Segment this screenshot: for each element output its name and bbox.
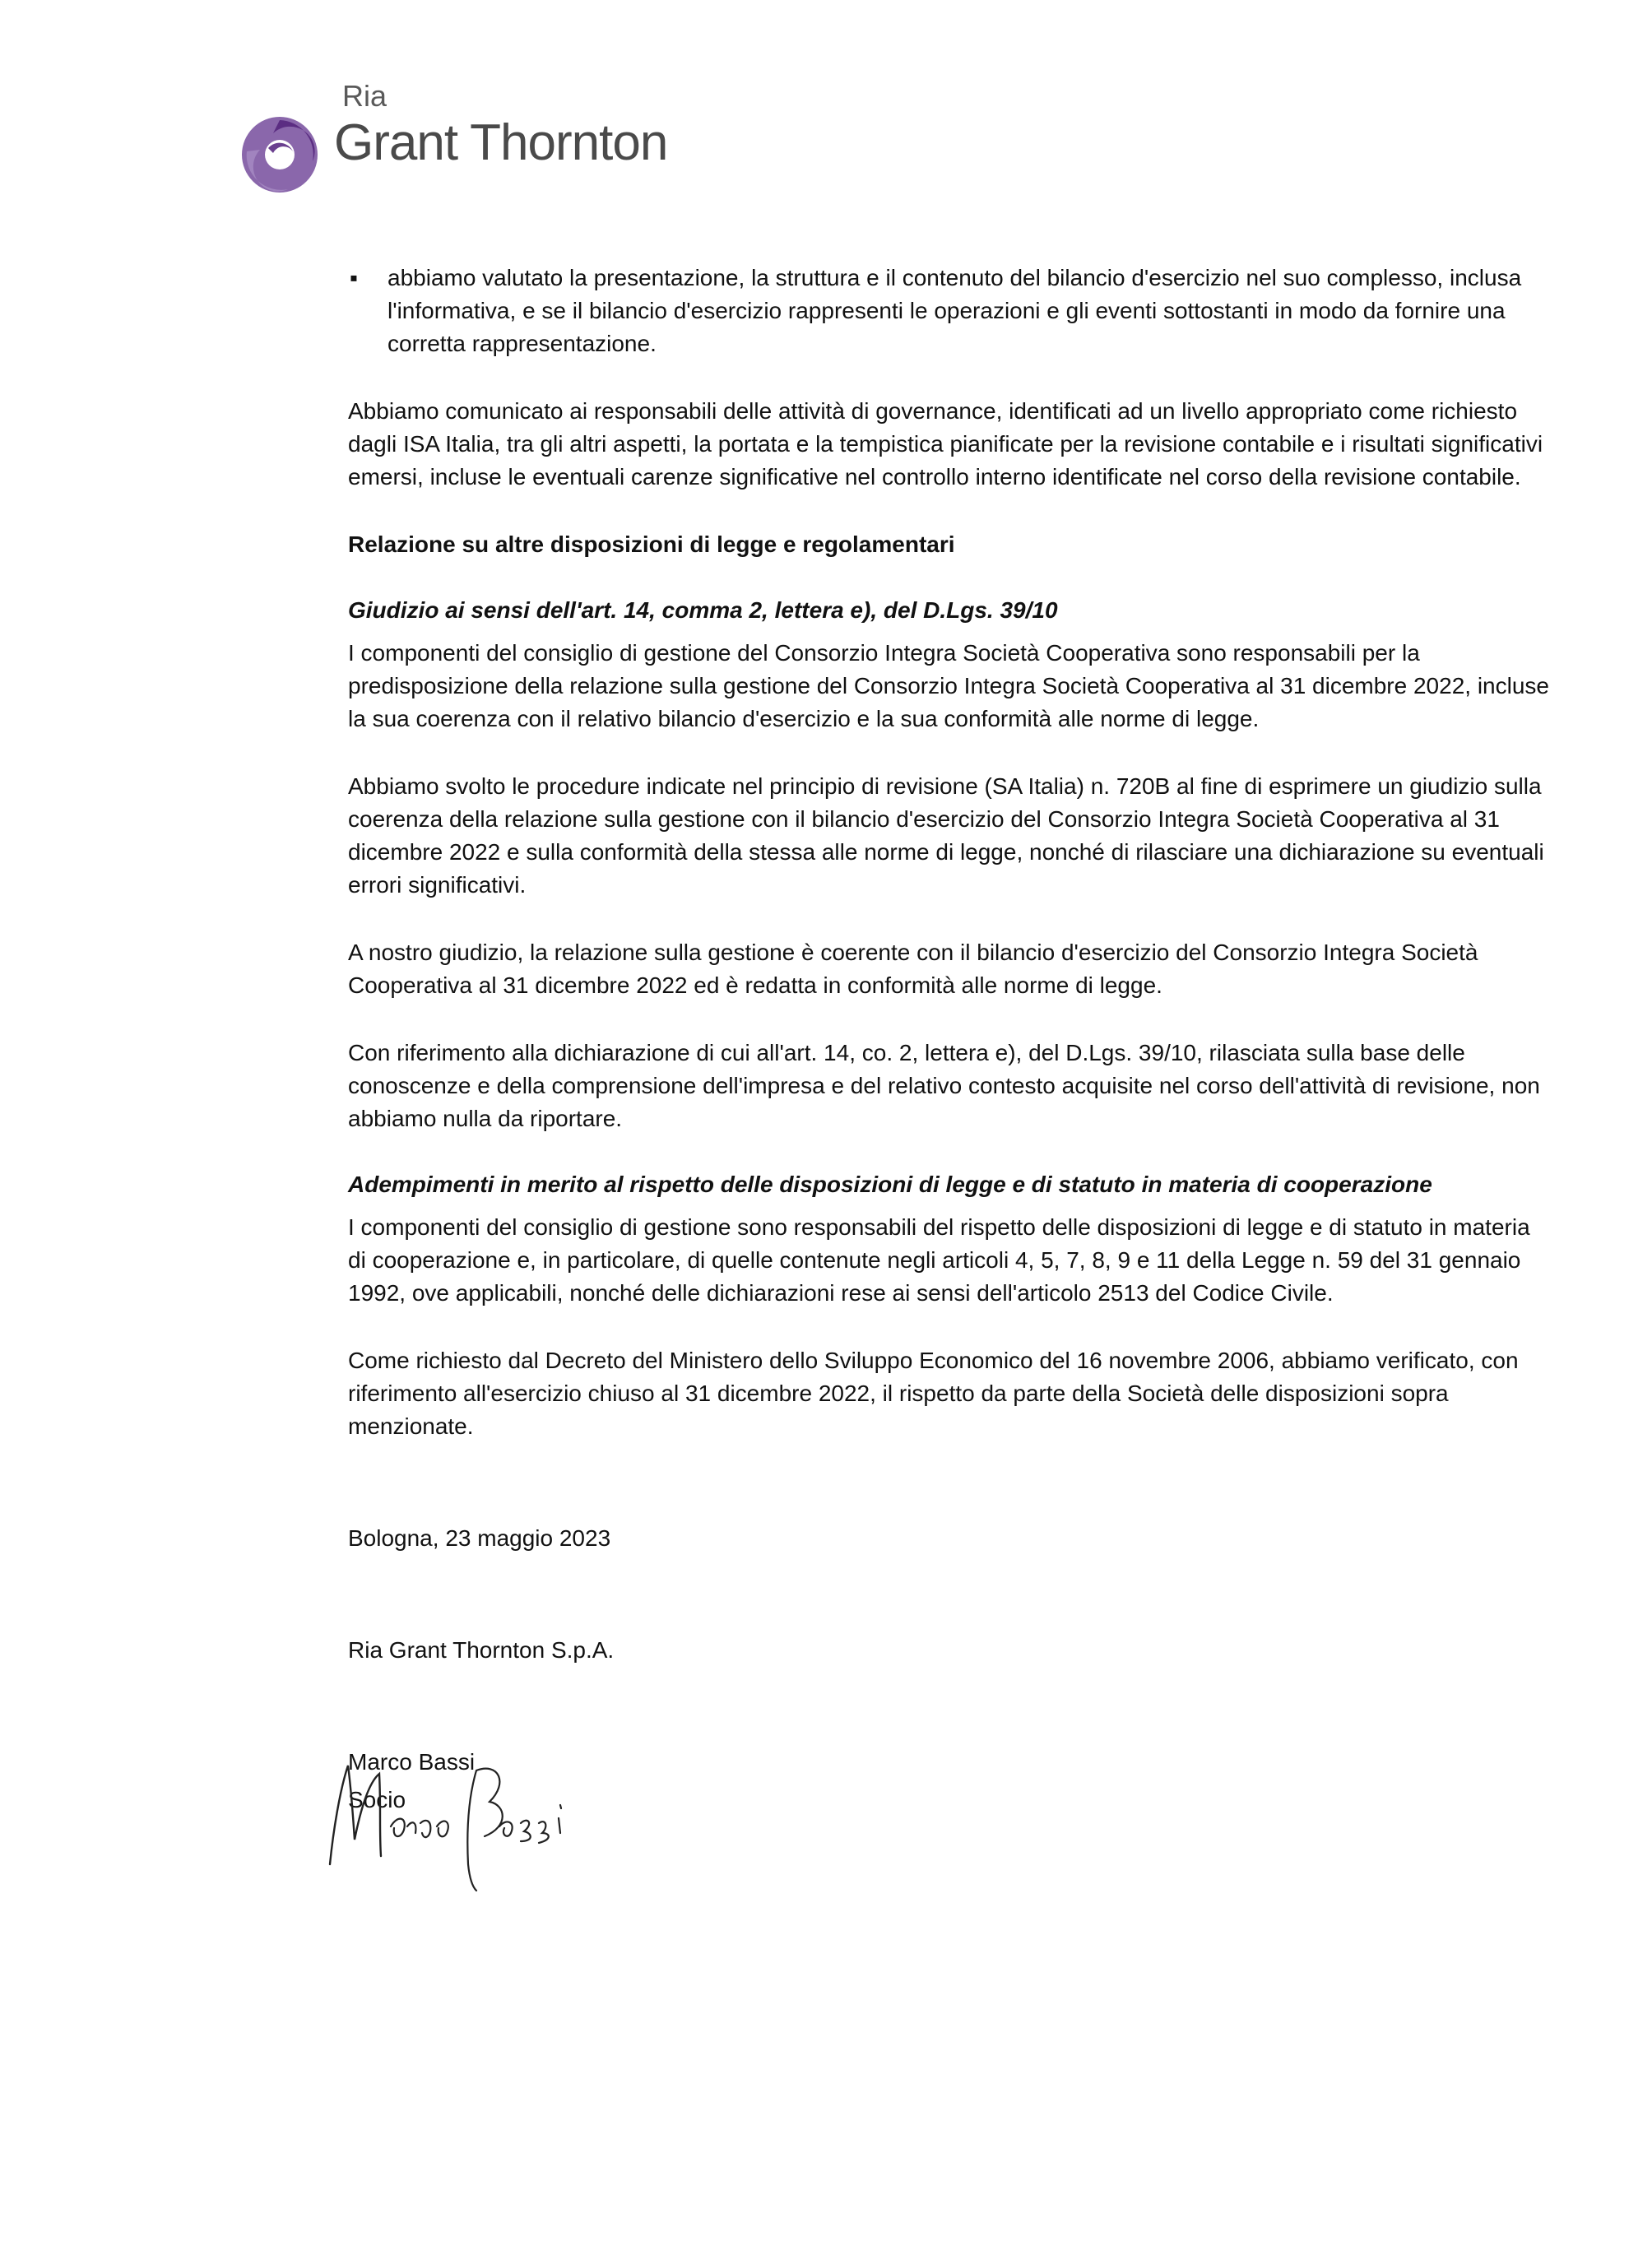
paragraph-governance: Abbiamo comunicato ai responsabili delle attività di governance, identificati ad un livello appropriato come richiesto dagli ISA Italia, tra gli altri aspetti, la portata e la tempistica pianificate per la revisione contabile e i risultati significativi emersi, incluse le eventuali carenze significative nel controllo interno identificate nel corso della revisione contabile. — [348, 398, 1543, 490]
bullet-text: abbiamo valutato la presentazione, la struttura e il contenuto del bilancio d'esercizio nel suo complesso, inclusa l'informativa, e se il bilancio d'esercizio rappresenti le operazioni e gli eventi sottostanti in modo da fornire una corretta rappresentazione. — [387, 265, 1522, 356]
subheading-opinion: Giudizio ai sensi dell'art. 14, comma 2, lettera e), del D.Lgs. 39/10 — [348, 597, 1058, 623]
paragraph-responsabili: I componenti del consiglio di gestione del Consorzio Integra Società Cooperativa sono responsabili per la predisposizione della relazione sulla gestione del Consorzio Integra Società Cooperativa al 31 dicembre 2022, incluse la sua coerenza con il relativo bilancio d'esercizio e la sua conformità alle norme di legge. — [348, 640, 1549, 731]
logo-wordmark: Grant Thornton — [334, 114, 668, 171]
paragraph-decreto: Come richiesto dal Decreto del Ministero dello Sviluppo Economico del 16 novembre 2006, abbiamo verificato, con riferimento all'esercizio chiuso al 31 dicembre 2022, il rispetto da parte della Società delle disposizioni sopra menzionate. — [348, 1348, 1519, 1439]
place-date: Bologna, 23 maggio 2023 — [348, 1525, 611, 1551]
letter-body — [348, 262, 1549, 1817]
bullet-item — [348, 262, 1549, 360]
firm-name: Ria Grant Thornton S.p.A. — [348, 1637, 615, 1663]
paragraph-procedure: Abbiamo svolto le procedure indicate nel principio di revisione (SA Italia) n. 720B al fine di esprimere un giudizio sulla coerenza della relazione sulla gestione con il bilancio d'esercizio del Consorzio Integra Società Cooperativa al 31 dicembre 2022 e sulla conformità della stessa alle norme di legge, nonché di rilasciare una dichiarazione su eventuali errori significativi. — [348, 773, 1544, 898]
logo-prefix: Ria — [342, 79, 387, 113]
signer-name: Marco Bassi — [348, 1749, 476, 1775]
bullet-marker: ▪ — [350, 265, 358, 290]
paragraph-dichiarazione: Con riferimento alla dichiarazione di cui all'art. 14, co. 2, lettera e), del D.Lgs. 39/10, rilasciata sulla base delle conoscenze e della comprensione dell'impresa e del relativo contesto acquisite nel corso dell'attività di revisione, non abbiamo nulla da riportare. — [348, 1040, 1540, 1131]
paragraph-cooperazione: I componenti del consiglio di gestione sono responsabili del rispetto delle disposizioni di legge e di statuto in materia di cooperazione e, in particolare, di quelle contenute negli articoli 4, 5, 7, 8, 9 e 11 della Legge n. 59 del 31 gennaio 1992, ove applicabili, nonché delle dichiarazioni rese ai sensi dell'articolo 2513 del Codice Civile. — [348, 1214, 1530, 1306]
section-heading: Relazione su altre disposizioni di legge e regolamentari — [348, 531, 955, 557]
paragraph-giudizio: A nostro giudizio, la relazione sulla gestione è coerente con il bilancio d'esercizio del Consorzio Integra Società Cooperativa al 31 dicembre 2022 ed è redatta in conformità alle norme di legge. — [348, 940, 1478, 998]
company-logo — [240, 79, 701, 194]
signature-block — [348, 1746, 1549, 1817]
subheading-cooperazione: Adempimenti in merito al rispetto delle disposizioni di legge e di statuto in materia di cooperazione — [348, 1172, 1432, 1197]
logo-swirl-icon — [240, 115, 319, 194]
signer-role: Socio — [348, 1787, 406, 1812]
